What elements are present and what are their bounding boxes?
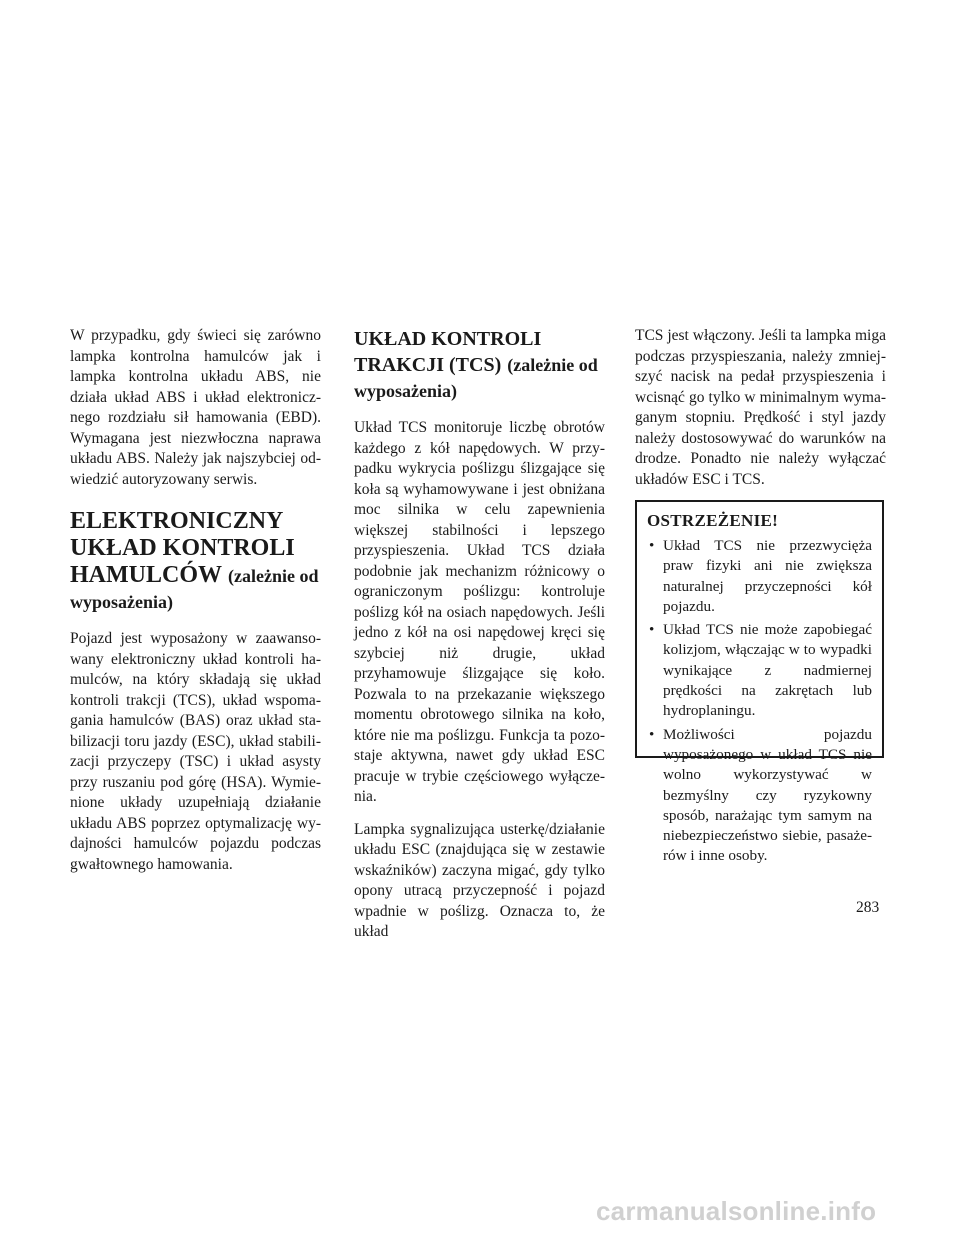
warning-item-text: Układ TCS nie może zapobiegać kolizjom, włączając w to wypadki wynikające z nadmiernej prędkości na zakrętach lub hydroplaningu. (663, 621, 872, 720)
bullet-glyph: • (649, 621, 655, 639)
watermark-logo: carmanualsonline.info (596, 1196, 877, 1226)
warning-list-item (647, 725, 872, 867)
warning-item-text: Układ TCS nie przezwycięża praw fizyki ani nie zwiększa naturalnej przyczepności kół pojazdu. (663, 537, 872, 615)
warning-list-item (647, 620, 872, 721)
page-number: 283 (856, 899, 880, 916)
warning-list-item (647, 536, 872, 617)
bullet-glyph: • (649, 537, 655, 554)
heading-main-text: UKŁAD KONTROLI TRAKCJI (TCS) (354, 328, 542, 376)
warning-list (647, 536, 872, 867)
heading-suffix-text: (zależnie od wyposażenia) (70, 566, 319, 612)
section-heading-electronic-brake-control (70, 508, 321, 615)
bullet-glyph: • (649, 725, 655, 743)
heading-main-text: ELEKTRONICZNY UKŁAD KONTROLI HAMULCÓW (70, 508, 295, 588)
warning-title: OSTRZEŻENIE! (647, 511, 779, 530)
body-paragraph: Lampka sygnalizująca usterkę/działanie układu ESC (znajdująca się w zestawie wskaźników) zaczyna migać, gdy tylko opony utracą przyczepność i pojazd wpadnie w poślizg. Oznacza to, że układ (354, 820, 605, 940)
warning-item-text: Możliwości pojazdu wyposażonego w układ TCS nie wolno wykorzystywać w bezmyślny czy ryzykowny sposób, narażając tym samym na niebezpieczeństwo siebie, pasażerów i inne osoby. (663, 725, 872, 865)
body-paragraph: Pojazd jest wyposażony w zaawansowany elektroniczny układ kontroli hamulców, na który składają się układ kontroli trakcji (TCS), układ wspomagania hamulców (BAS) oraz układ stabilizacji toru jazdy (ESC), układ stabilizacji przyczepy (TSC) i układ asysty przy ruszaniu pod górę (HSA). Wymienione układy uzupełniają działanie układu ABS poprzez optymalizację wydajności hamulców pojazdu podczas gwałtownego hamowania. (70, 630, 321, 873)
warning-box (635, 500, 884, 865)
body-paragraph: Układ TCS monitoruje liczbę obrotów każdego z kół napędowych. W przypadku wykrycia poślizgu ślizgające się koła są wyhamowywane i jest obniżana moc silnika w celu zapewnienia większej stabilności i lepszego przyspieszenia. Układ TCS działa podobnie jak mechanizm różnicowy o ograniczonym poślizgu: kontroluje poślizg kół na osiach napędowych. Jeśli jedno z kół na osi napędowej kręci się szybciej niż drugie, układ przyhamowuje ślizgające się koło. Pozwala to na przekazanie większego momentu obrotowego silnika na koło, które nie ma poślizgu. Funkcja ta pozostaje aktywna, nawet gdy układ ESC pracuje w trybie częściowego wyłączenia. (354, 419, 605, 805)
column-left (70, 326, 321, 887)
column-middle (354, 326, 605, 955)
intro-paragraph: W przypadku, gdy świeci się zarówno lampka kontrolna hamulców jak i lampka kontrolna układu ABS, nie działa układ ABS i układ elektronicznego rozdziału sił hamowania (EBD). Wymagana jest niezwłoczna naprawa układu ABS. Należy jak najszybciej odwiedzić autoryzowany serwis. (70, 327, 321, 488)
body-paragraph: TCS jest włączony. Jeśli ta lampka miga podczas przyspieszania, należy zmniejszyć nacisk na pedał przyspieszenia i wcisnąć go tylko w minimalnym wymaganym stopniu. Prędkość i styl jazdy należy dostosowywać do warunków na drodze. Ponadto nie należy wyłączać układów ESC i TCS. (635, 327, 886, 488)
section-heading-traction-control (354, 326, 605, 404)
heading-suffix-text: (zależnie od wyposażenia) (354, 355, 598, 401)
column-right (635, 326, 886, 502)
